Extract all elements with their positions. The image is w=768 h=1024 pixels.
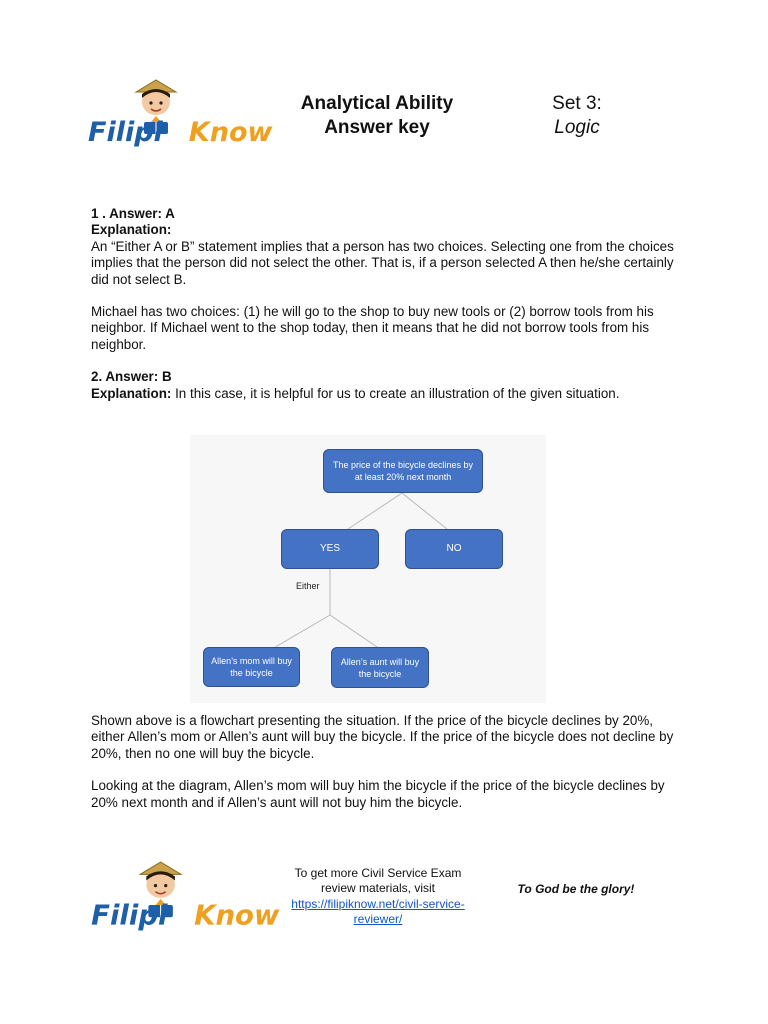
flowchart-no-box: NO: [405, 529, 503, 569]
q2-paragraph-1: Shown above is a flowchart presenting the situation. If the price of the bicycle declines by 20%, either Allen’s mom or Allen’s aunt will buy the bicycle. If the price of the bicycle does not decline by 20%, then no one will buy the bicycle.: [91, 713, 674, 761]
q2-explanation-text: In this case, it is helpful for us to create an illustration of the given situation.: [171, 385, 620, 401]
footer-promo: [283, 866, 473, 928]
bicycle-flowchart: [190, 435, 546, 703]
flowchart-root-box: The price of the bicycle declines by at least 20% next month: [323, 449, 483, 493]
flowchart-yes-box: YES: [281, 529, 379, 569]
flowchart-mom-box: Allen’s mom will buy the bicycle: [203, 647, 300, 687]
connector-root-yes: [342, 493, 402, 533]
title-line-1: Analytical Ability: [300, 93, 454, 114]
flowchart-aunt-box: Allen’s aunt will buy the bicycle: [331, 647, 429, 688]
footer-glory-text: To God be the glory!: [517, 882, 635, 896]
q2-explanation: [91, 386, 681, 402]
set-heading: [528, 92, 626, 140]
set-number: Set 3:: [552, 93, 602, 114]
document-title: [268, 92, 486, 140]
logo-text: Filipi Know: [88, 117, 273, 148]
q2-explanation-label: Explanation:: [91, 385, 172, 401]
connector-either-aunt: [330, 615, 380, 649]
q1-answer: 1 . Answer: A: [91, 206, 175, 221]
q2-answer: 2. Answer: B: [91, 369, 172, 385]
q2-paragraph-2: Looking at the diagram, Allen’s mom will buy him the bicycle if the price of the bicycle declines by 20% next month and if Allen’s aunt will not buy him the bicycle.: [91, 778, 665, 810]
q1-paragraph-2: Michael has two choices: (1) he will go to the shop to buy new tools or (2) borrow tools from his neighbor. If Michael went to the shop today, then it means that he did not borrow tools from his neighbor.: [91, 304, 654, 352]
set-topic: Logic: [554, 117, 600, 138]
connector-either-mom: [272, 615, 330, 649]
q1-paragraph-1: An “Either A or B” statement implies that a person has two choices. Selecting one from the choices implies that the person did not select the other. That is, if a person selected A then he/she certainly did not select B.: [91, 238, 674, 287]
logo-text: Filipi Know: [91, 898, 280, 932]
title-line-2: Answer key: [324, 117, 430, 138]
footer-promo-text: To get more Civil Service Exam review materials, visit: [294, 866, 462, 896]
reviewer-link[interactable]: https://filipiknow.net/civil-service-reviewer/: [291, 896, 465, 927]
q1-explanation-label: Explanation:: [91, 222, 172, 238]
flowchart-either-label: Either: [296, 581, 320, 591]
filipiknow-logo: [86, 76, 273, 170]
filipiknow-logo-footer: [88, 858, 280, 954]
connector-root-no: [402, 493, 452, 533]
